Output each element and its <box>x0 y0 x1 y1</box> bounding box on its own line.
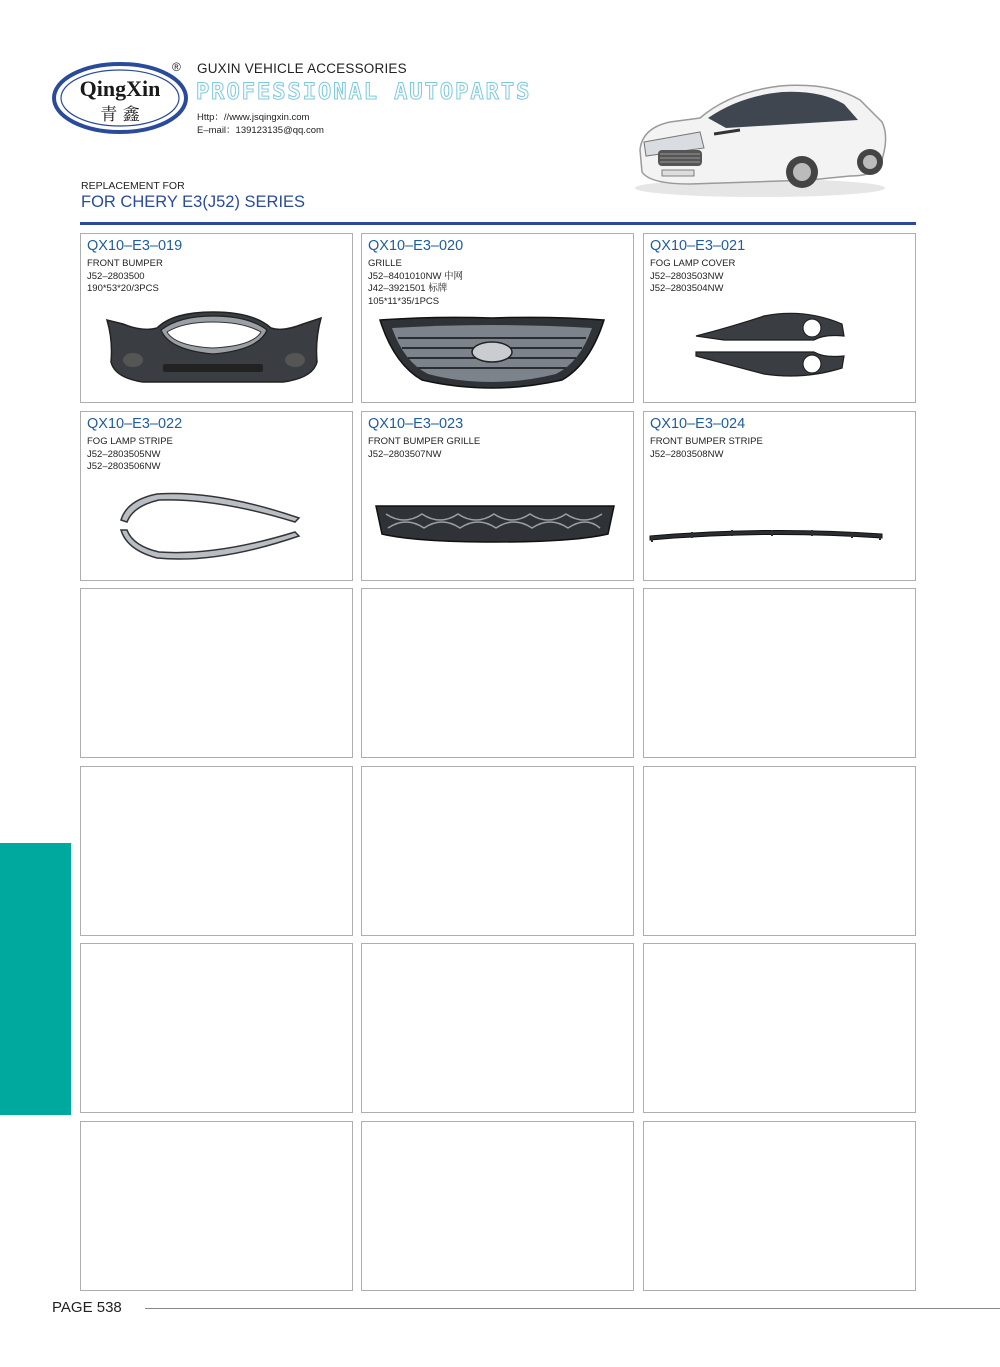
product-description <box>368 436 480 461</box>
svg-text:QingXin: QingXin <box>79 76 161 101</box>
product-code: QX10–E3–022 <box>87 416 183 432</box>
product-code: QX10–E3–024 <box>650 416 746 432</box>
product-name: FRONT BUMPER STRIPE <box>650 436 763 447</box>
empty-product-card <box>361 1121 634 1291</box>
qingxin-logo <box>52 62 188 134</box>
svg-text:青 鑫: 青 鑫 <box>100 105 140 125</box>
chery-e3-car-image <box>630 72 890 200</box>
registered-mark: ® <box>172 60 181 74</box>
footer-divider <box>145 1308 1000 1309</box>
product-name: FOG LAMP COVER <box>650 258 736 269</box>
product-name: FRONT BUMPER <box>87 258 163 269</box>
page-number: PAGE 538 <box>52 1299 122 1316</box>
empty-product-card <box>643 766 916 936</box>
series-title: FOR CHERY E3(J52) SERIES <box>81 193 306 211</box>
packing-spec: 105*11*35/1PCS <box>368 296 440 308</box>
empty-product-card <box>643 943 916 1113</box>
empty-product-card <box>80 588 353 758</box>
product-description <box>650 258 735 296</box>
company-name: GUXIN VEHICLE ACCESSORIES <box>197 61 407 76</box>
grille-image <box>376 314 608 390</box>
product-card-qx10-e3-021[interactable] <box>643 233 916 403</box>
empty-product-card <box>361 943 634 1113</box>
tagline: PROFESSIONAL AUTOPARTS <box>196 80 532 105</box>
product-description <box>368 258 463 309</box>
empty-product-card <box>361 766 634 936</box>
product-card-qx10-e3-022[interactable] <box>80 411 353 581</box>
product-code: QX10–E3–021 <box>650 238 746 254</box>
product-name: FRONT BUMPER GRILLE <box>368 436 481 447</box>
product-code: QX10–E3–020 <box>368 238 464 254</box>
product-card-qx10-e3-020[interactable] <box>361 233 634 403</box>
packing-spec: 190*53*20/3PCS <box>87 283 159 295</box>
product-code: QX10–E3–023 <box>368 416 464 432</box>
product-name: FOG LAMP STRIPE <box>87 436 173 447</box>
part-number: J52–8401010NW 中网 <box>368 270 464 282</box>
part-number: J52–2803507NW <box>368 448 442 460</box>
emblem-part-number: J42–3921501 标牌 <box>368 283 448 295</box>
replacement-label: REPLACEMENT FOR <box>81 180 185 192</box>
empty-product-card <box>80 766 353 936</box>
empty-product-card <box>80 943 353 1113</box>
front-bumper-image <box>103 310 325 388</box>
part-number-right: J52–2803506NW <box>87 461 161 473</box>
product-description <box>650 436 763 461</box>
empty-product-card <box>643 1121 916 1291</box>
product-description <box>87 258 163 296</box>
product-card-qx10-e3-023[interactable] <box>361 411 634 581</box>
fog-lamp-cover-image <box>694 306 848 378</box>
website-link[interactable]: Http：//www.jsqingxin.com <box>197 112 310 123</box>
fog-lamp-stripe-image <box>117 488 305 568</box>
product-card-qx10-e3-024[interactable] <box>643 411 916 581</box>
empty-product-card <box>80 1121 353 1291</box>
section-side-tab <box>0 843 71 1115</box>
empty-product-card <box>361 588 634 758</box>
part-number: J52–2803500 <box>87 270 145 282</box>
part-number-left: J52–2803503NW <box>650 270 724 282</box>
empty-product-card <box>643 588 916 758</box>
product-description <box>87 436 173 474</box>
product-card-qx10-e3-019[interactable] <box>80 233 353 403</box>
part-number-right: J52–2803504NW <box>650 283 724 295</box>
part-number: J52–2803508NW <box>650 448 724 460</box>
title-divider <box>80 222 916 225</box>
front-bumper-stripe-image <box>648 522 884 544</box>
part-number-left: J52–2803505NW <box>87 448 161 460</box>
product-name: GRILLE <box>368 258 402 269</box>
front-bumper-grille-image <box>374 502 616 546</box>
product-code: QX10–E3–019 <box>87 238 183 254</box>
email-link[interactable]: E–mail：139123135@qq.com <box>197 125 324 136</box>
